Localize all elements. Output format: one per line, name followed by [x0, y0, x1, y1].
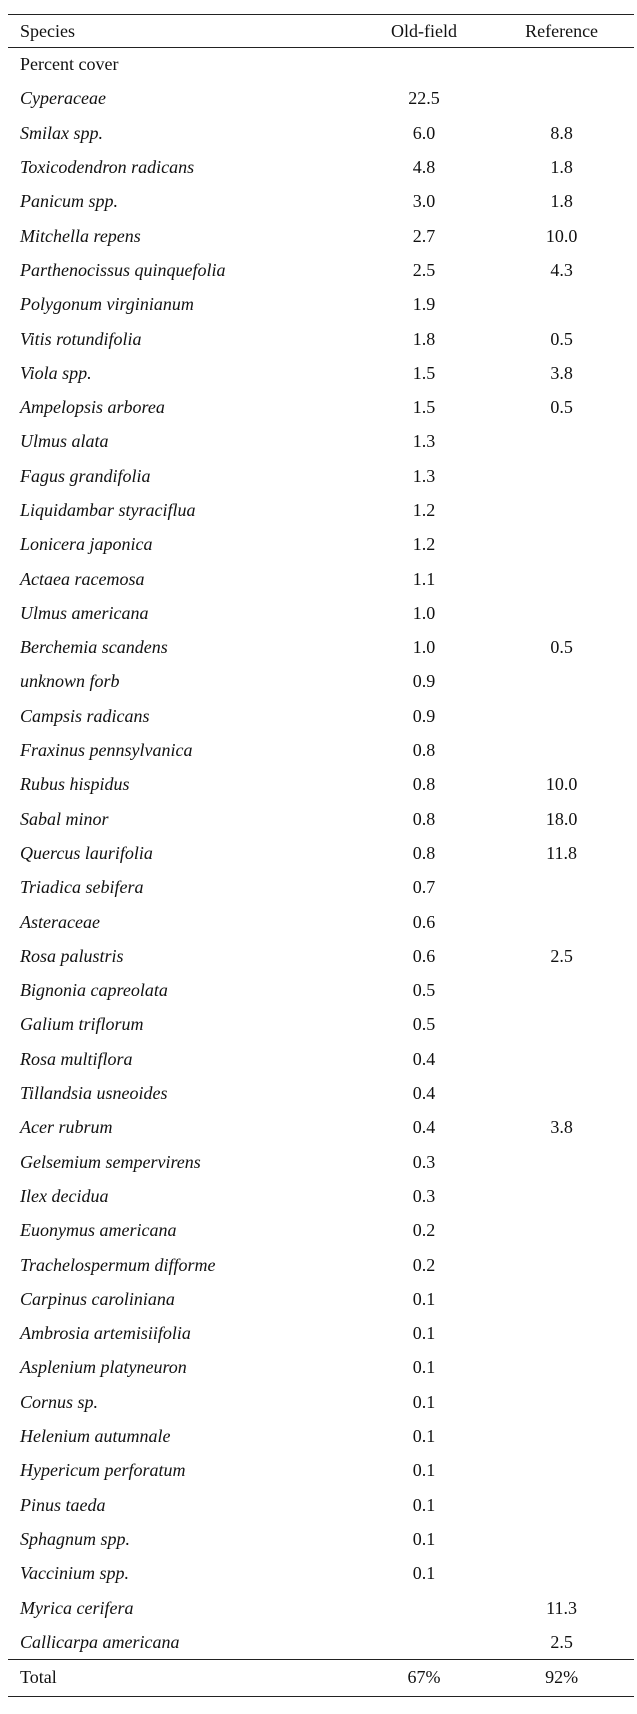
old-field-cell: 1.5 — [412, 397, 436, 418]
species-cell: Carpinus caroliniana — [20, 1288, 175, 1309]
section-empty-cell — [489, 48, 634, 82]
table-row — [8, 150, 634, 184]
species-cell: Polygonum virginianum — [20, 294, 194, 315]
old-field-cell — [359, 1625, 489, 1659]
table-row — [8, 116, 634, 150]
reference-cell: 10.0 — [545, 225, 578, 246]
column-header-species: Species — [8, 15, 359, 48]
old-field-cell: 0.4 — [412, 1117, 436, 1138]
old-field-cell: 0.8 — [412, 808, 436, 829]
old-field-cell: 1.2 — [412, 500, 436, 520]
old-field-cell: 2.7 — [412, 225, 436, 246]
species-cell: Ampelopsis arborea — [20, 397, 165, 418]
old-field-cell: 0.8 — [412, 774, 436, 795]
species-cell: Panicum spp. — [20, 191, 118, 212]
table-row — [8, 1145, 634, 1179]
table-row — [8, 390, 634, 424]
species-cell: Euonymus americana — [20, 1220, 177, 1241]
table-row — [8, 82, 634, 116]
species-cell: Actaea racemosa — [20, 568, 145, 589]
species-cell: Vaccinium spp. — [20, 1563, 129, 1584]
table-row — [8, 974, 634, 1008]
old-field-cell: 0.4 — [412, 1083, 436, 1104]
table-row — [8, 356, 634, 390]
species-cell: Cornus sp. — [20, 1391, 99, 1412]
species-cell: Quercus laurifolia — [20, 842, 153, 863]
table-row — [8, 802, 634, 836]
old-field-cell: 0.2 — [412, 1220, 436, 1241]
old-field-cell: 0.3 — [412, 1151, 436, 1172]
species-cell: Acer rubrum — [20, 1117, 113, 1138]
reference-cell: 0.5 — [550, 328, 573, 349]
old-field-cell: 0.4 — [412, 1048, 436, 1069]
species-cell: Galium triflorum — [20, 1014, 144, 1035]
table-row — [8, 1008, 634, 1042]
table-row — [8, 1557, 634, 1591]
table-row — [8, 219, 634, 253]
species-cell: Vitis rotundifolia — [20, 328, 142, 349]
reference-cell — [489, 905, 634, 939]
header-row — [8, 15, 634, 48]
reference-cell — [489, 288, 634, 322]
reference-cell: 8.8 — [550, 122, 573, 143]
species-cell: Helenium autumnale — [20, 1426, 171, 1447]
old-field-cell: 0.1 — [412, 1528, 436, 1549]
reference-cell — [489, 493, 634, 527]
species-cell: Trachelospermum difforme — [20, 1254, 216, 1275]
reference-cell — [489, 733, 634, 767]
old-field-cell: 0.8 — [412, 842, 436, 863]
table-row — [8, 905, 634, 939]
table-row — [8, 768, 634, 802]
species-cell: Rosa palustris — [20, 945, 124, 966]
column-header-reference: Reference — [489, 15, 634, 48]
total-row — [8, 1659, 634, 1696]
old-field-cell: 0.9 — [412, 705, 436, 726]
old-field-cell: 1.0 — [412, 602, 436, 623]
table-row — [8, 1248, 634, 1282]
reference-cell — [489, 1214, 634, 1248]
old-field-cell: 0.1 — [412, 1563, 436, 1584]
table-row — [8, 253, 634, 287]
table-row — [8, 871, 634, 905]
species-cell: Lonicera japonica — [20, 534, 153, 555]
table-row — [8, 1419, 634, 1453]
reference-cell: 11.3 — [546, 1597, 578, 1618]
reference-cell — [489, 974, 634, 1008]
table-row — [8, 1625, 634, 1659]
reference-cell — [489, 1351, 634, 1385]
reference-cell: 3.8 — [550, 1117, 573, 1138]
old-field-cell: 4.8 — [412, 157, 436, 178]
reference-cell — [489, 1282, 634, 1316]
total-old-field: 67% — [359, 1659, 489, 1696]
species-cover-table — [8, 14, 634, 1697]
reference-cell: 1.8 — [550, 191, 573, 212]
species-cell: Pinus taeda — [20, 1494, 106, 1515]
table-row — [8, 1076, 634, 1110]
table-row — [8, 596, 634, 630]
reference-cell: 2.5 — [550, 945, 573, 966]
table-body — [8, 48, 634, 1660]
species-cell: Rosa multiflora — [20, 1048, 133, 1069]
table-row — [8, 939, 634, 973]
reference-cell — [489, 1145, 634, 1179]
old-field-cell: 0.5 — [412, 980, 436, 1001]
old-field-cell: 2.5 — [412, 259, 436, 280]
reference-cell — [489, 459, 634, 493]
section-row — [8, 48, 634, 82]
old-field-cell: 1.3 — [412, 431, 436, 452]
reference-cell — [489, 1488, 634, 1522]
reference-cell — [489, 1008, 634, 1042]
species-cell: Triadica sebifera — [20, 877, 144, 898]
species-cell: Sabal minor — [20, 808, 109, 829]
old-field-cell: 0.1 — [412, 1494, 436, 1515]
old-field-cell — [359, 1591, 489, 1625]
old-field-cell: 3.0 — [412, 191, 436, 212]
reference-cell — [489, 665, 634, 699]
reference-cell — [489, 1316, 634, 1350]
old-field-cell: 1.2 — [412, 534, 436, 555]
species-cell: Smilax spp. — [20, 122, 103, 143]
table-row — [8, 528, 634, 562]
reference-cell — [489, 425, 634, 459]
old-field-cell: 0.9 — [412, 671, 436, 692]
species-cell: Rubus hispidus — [20, 774, 130, 795]
species-cell: Fraxinus pennsylvanica — [20, 740, 193, 761]
species-cell: Ulmus alata — [20, 431, 109, 452]
old-field-cell: 0.5 — [412, 1014, 436, 1035]
reference-cell — [489, 1522, 634, 1556]
species-cell: Tillandsia usneoides — [20, 1083, 168, 1104]
species-cell: unknown forb — [20, 671, 120, 692]
species-cell: Asteraceae — [20, 911, 100, 932]
reference-cell: 3.8 — [550, 362, 573, 383]
reference-cell — [489, 1385, 634, 1419]
table-row — [8, 562, 634, 596]
species-cell: Myrica cerifera — [20, 1597, 134, 1618]
table-row — [8, 1111, 634, 1145]
old-field-cell: 0.1 — [412, 1426, 436, 1447]
table-row — [8, 699, 634, 733]
reference-cell: 11.8 — [546, 842, 578, 863]
reference-cell: 18.0 — [545, 808, 578, 829]
species-cell: Parthenocissus quinquefolia — [20, 259, 226, 280]
reference-cell — [489, 1076, 634, 1110]
reference-cell — [489, 1557, 634, 1591]
total-label: Total — [8, 1659, 359, 1696]
reference-cell — [489, 699, 634, 733]
reference-cell: 2.5 — [550, 1631, 573, 1652]
old-field-cell: 0.1 — [412, 1323, 436, 1344]
reference-cell: 0.5 — [550, 637, 573, 658]
table-row — [8, 493, 634, 527]
column-header-old-field: Old-field — [359, 15, 489, 48]
old-field-cell: 22.5 — [408, 88, 440, 109]
reference-cell: 4.3 — [550, 259, 573, 280]
species-cell: Sphagnum spp. — [20, 1528, 131, 1549]
table-row — [8, 1488, 634, 1522]
table-row — [8, 1316, 634, 1350]
species-cell: Cyperaceae — [20, 88, 106, 109]
table-row — [8, 185, 634, 219]
old-field-cell: 0.1 — [412, 1391, 436, 1412]
section-empty-cell — [359, 48, 489, 82]
reference-cell — [489, 1042, 634, 1076]
table-row — [8, 1454, 634, 1488]
reference-cell — [489, 1419, 634, 1453]
old-field-cell: 1.9 — [412, 294, 436, 315]
species-cell: Gelsemium sempervirens — [20, 1151, 201, 1172]
table-row — [8, 1522, 634, 1556]
old-field-cell: 0.3 — [412, 1185, 436, 1206]
old-field-cell: 1.8 — [412, 328, 436, 349]
reference-cell — [489, 871, 634, 905]
table-row — [8, 1179, 634, 1213]
old-field-cell: 1.0 — [412, 637, 436, 658]
species-cell: Berchemia scandens — [20, 637, 168, 658]
species-cell: Viola spp. — [20, 362, 92, 383]
table-row — [8, 836, 634, 870]
table-row — [8, 733, 634, 767]
species-cell: Liquidambar styraciflua — [20, 500, 196, 520]
species-cell: Asplenium platyneuron — [20, 1357, 187, 1378]
reference-cell — [489, 562, 634, 596]
species-cell: Fagus grandifolia — [20, 465, 151, 486]
table-row — [8, 322, 634, 356]
species-cell: Ambrosia artemisiifolia — [20, 1323, 191, 1344]
species-cell: Callicarpa americana — [20, 1631, 180, 1652]
table-row — [8, 1282, 634, 1316]
old-field-cell: 0.1 — [412, 1460, 436, 1481]
table-row — [8, 1214, 634, 1248]
old-field-cell: 1.5 — [412, 362, 436, 383]
section-label: Percent cover — [20, 54, 119, 75]
old-field-cell: 0.2 — [412, 1254, 436, 1275]
table-row — [8, 1591, 634, 1625]
species-cell: Campsis radicans — [20, 705, 150, 726]
species-cell: Hypericum perforatum — [20, 1460, 186, 1481]
reference-cell: 0.5 — [550, 397, 573, 418]
species-cell: Ulmus americana — [20, 602, 149, 623]
reference-cell — [489, 82, 634, 116]
table-row — [8, 425, 634, 459]
reference-cell — [489, 1454, 634, 1488]
table-row — [8, 1042, 634, 1076]
old-field-cell: 6.0 — [412, 122, 436, 143]
old-field-cell: 0.1 — [412, 1357, 436, 1378]
reference-cell — [489, 1179, 634, 1213]
species-cell: Mitchella repens — [20, 225, 141, 246]
reference-cell: 10.0 — [545, 774, 578, 795]
table-row — [8, 459, 634, 493]
old-field-cell: 0.6 — [412, 911, 436, 932]
table-row — [8, 288, 634, 322]
table-row — [8, 631, 634, 665]
reference-cell: 1.8 — [550, 157, 573, 178]
table-row — [8, 1351, 634, 1385]
reference-cell — [489, 596, 634, 630]
old-field-cell: 0.6 — [412, 945, 436, 966]
species-cell: Bignonia capreolata — [20, 980, 168, 1001]
old-field-cell: 0.7 — [412, 877, 436, 898]
old-field-cell: 0.1 — [412, 1288, 436, 1309]
old-field-cell: 1.3 — [412, 465, 436, 486]
total-reference: 92% — [489, 1659, 634, 1696]
table-row — [8, 1385, 634, 1419]
table-row — [8, 665, 634, 699]
old-field-cell: 0.8 — [412, 740, 436, 761]
reference-cell — [489, 1248, 634, 1282]
old-field-cell: 1.1 — [412, 568, 436, 589]
species-cell: Ilex decidua — [20, 1185, 109, 1206]
reference-cell — [489, 528, 634, 562]
species-cell: Toxicodendron radicans — [20, 157, 195, 178]
